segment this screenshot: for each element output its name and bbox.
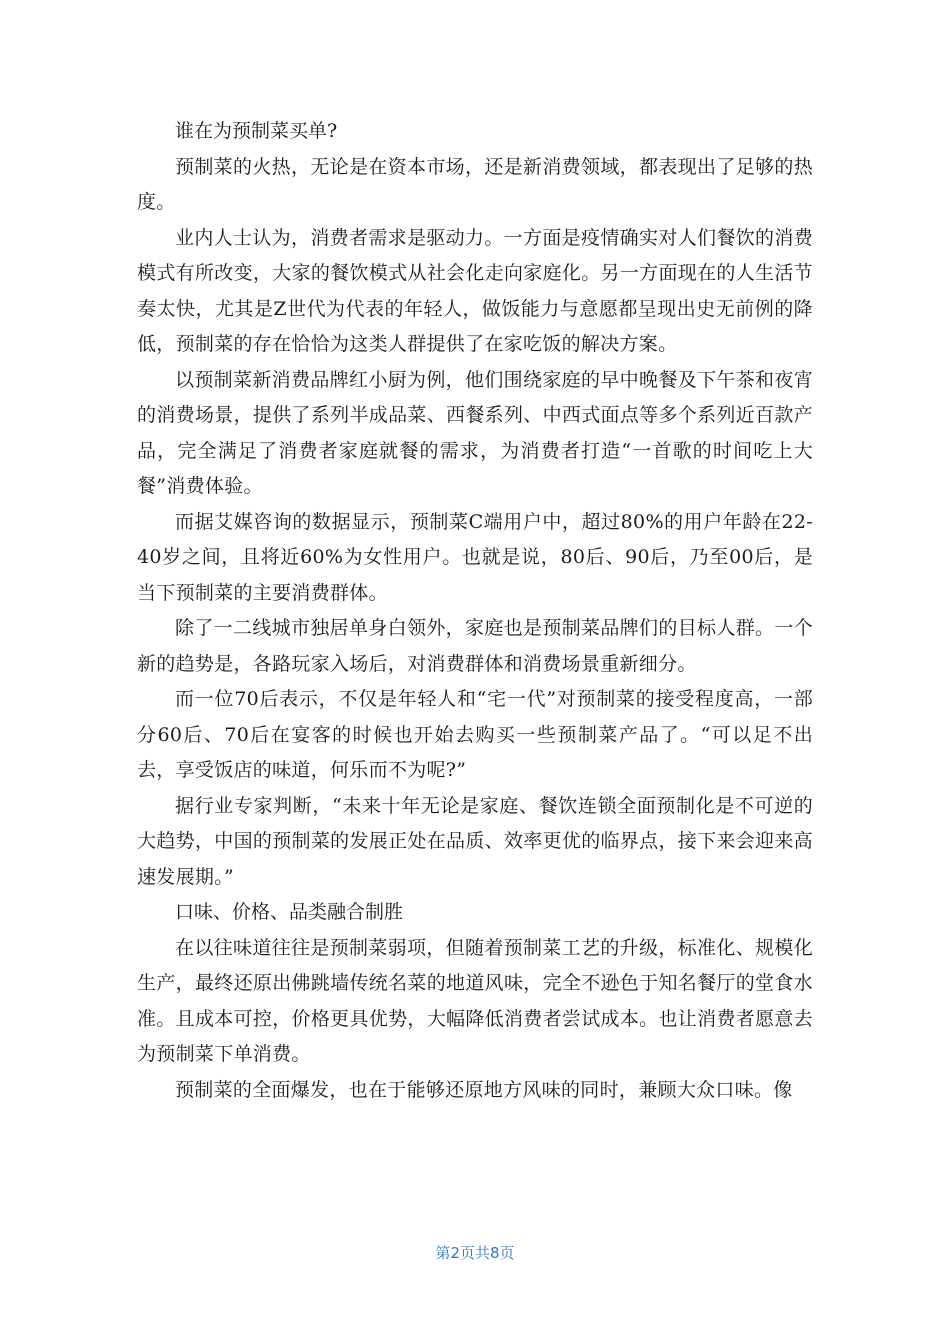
paragraph: 在以往味道往往是预制菜弱项，但随着预制菜工艺的升级，标准化、规模化生产，最终还原出佛跳墙传统名菜的地道风味，完全不逊色于知名餐厅的堂食水准。且成本可控，价格更具优势，大幅降低消费者尝试成本。也让消费者愿意去为预制菜下单消费。 bbox=[137, 936, 813, 1065]
paragraph: 以预制菜新消费品牌红小厨为例，他们围绕家庭的早中晚餐及下午茶和夜宵的消费场景，提供了系列半成品菜、西餐系列、中西式面点等多个系列近百款产品，完全满足了消费者家庭就餐的需求，为消费者打造“一首歌的时间吃上大餐”消费体验。 bbox=[137, 368, 813, 497]
paragraph: 除了一二线城市独居单身白领外，家庭也是预制菜品牌们的目标人群。一个新的趋势是，各路玩家入场后，对消费群体和消费场景重新细分。 bbox=[137, 617, 813, 675]
page-number-footer: 第2页共8页 bbox=[435, 1244, 515, 1262]
paragraph: 业内人士认为，消费者需求是驱动力。一方面是疫情确实对人们餐饮的消费模式有所改变，大家的餐饮模式从社会化走向家庭化。另一方面现在的人生活节奏太快，尤其是Z世代为代表的年轻人，做饭能力与意愿都呈现出史无前例的降低，预制菜的存在恰恰为这类人群提供了在家吃饭的解决方案。 bbox=[137, 226, 813, 355]
paragraph: 据行业专家判断，“未来十年无论是家庭、餐饮连锁全面预制化是不可逆的大趋势，中国的预制菜的发展正处在品质、效率更优的临界点，接下来会迎来高速发展期。” bbox=[137, 794, 813, 888]
paragraph: 预制菜的火热，无论是在资本市场，还是新消费领域，都表现出了足够的热度。 bbox=[137, 155, 813, 213]
section-heading: 谁在为预制菜买单? bbox=[175, 120, 338, 142]
paragraph: 而据艾媒咨询的数据显示，预制菜C端用户中，超过80%的用户年龄在22-40岁之间，且将近60%为女性用户。也就是说，80后、90后，乃至00后，是当下预制菜的主要消费群体。 bbox=[137, 510, 813, 604]
paragraph: 而一位70后表示，不仅是年轻人和“宅一代”对预制菜的接受程度高，一部分60后、70后在宴客的时候也开始去购买一些预制菜产品了。“可以足不出去，享受饭店的味道，何乐而不为呢?” bbox=[137, 688, 813, 781]
section-heading: 口味、价格、品类融合制胜 bbox=[175, 901, 404, 923]
document-body bbox=[137, 114, 813, 1108]
paragraph: 预制菜的全面爆发，也在于能够还原地方风味的同时，兼顾大众口味。像 bbox=[175, 1078, 793, 1101]
